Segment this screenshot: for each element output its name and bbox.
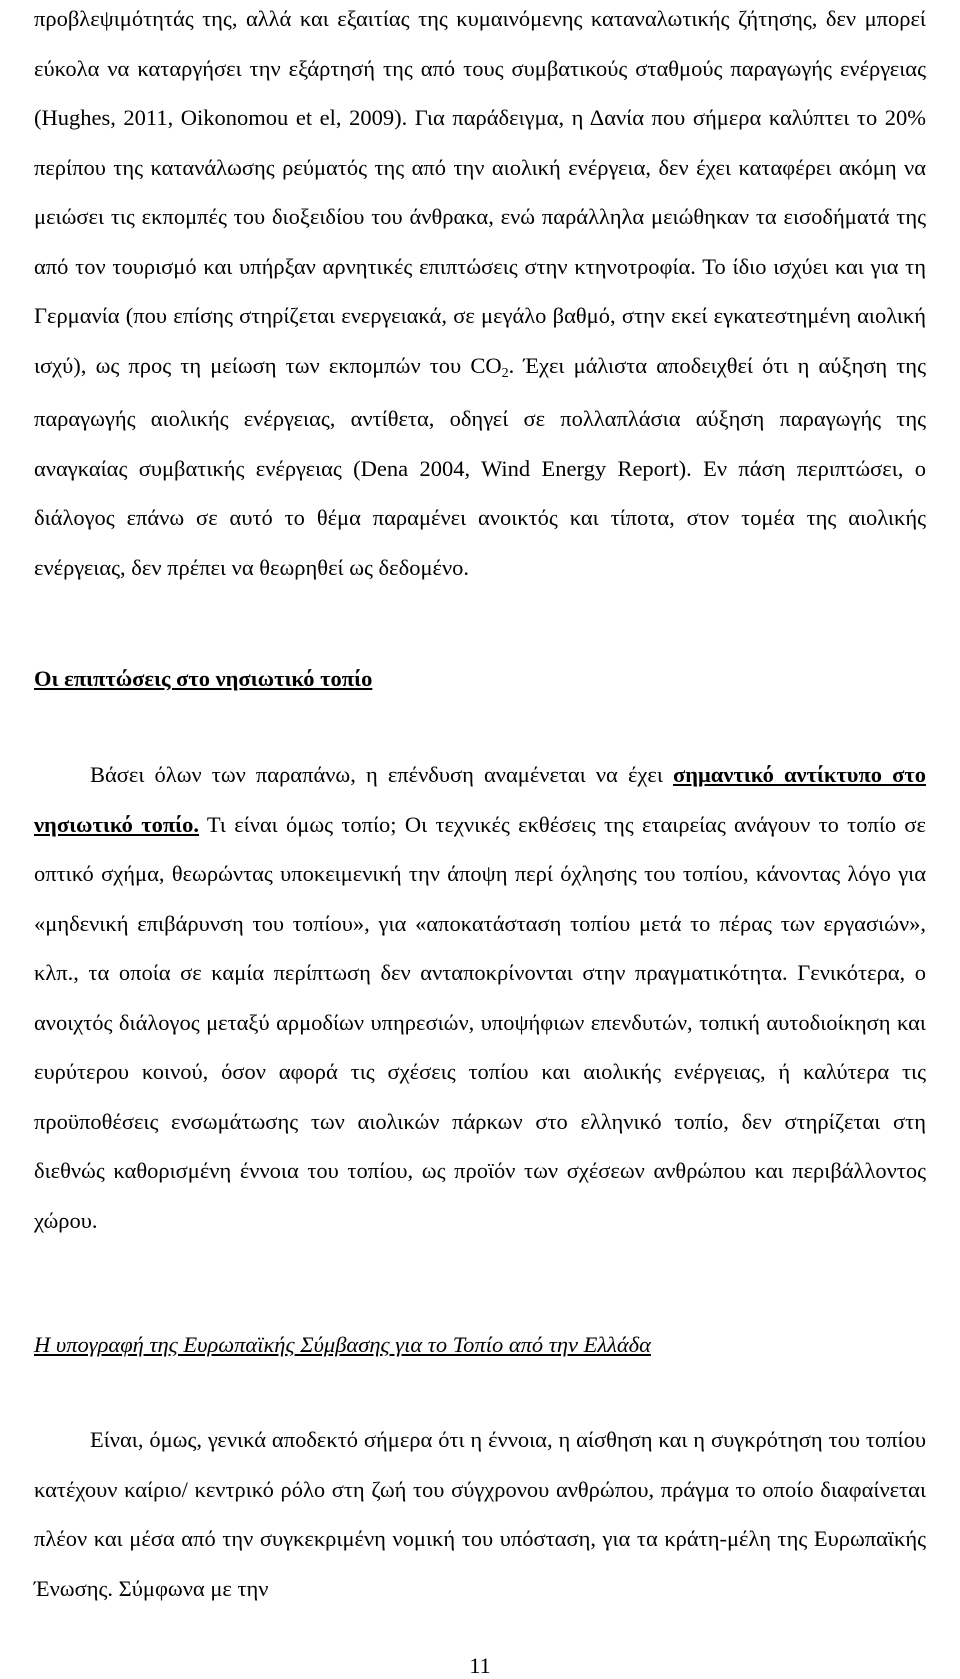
paragraph1-text-a: προβλεψιμότητάς της, αλλά και εξαιτίας της κυμαινόμενης καταναλωτικής ζήτησης, δεν μπορεί εύκολα να καταργήσει την εξάρτησή της από τους συμβατικούς σταθμούς παραγωγής ενέργειας (Hughes, 2011, Oikonomou et el, 2009). Για παράδειγμα, η Δανία που σήμερα καλύπτει το 20% περίπου της κατανάλωσης ρεύματός της από την αιολική ενέργεια, δεν έχει καταφέρει ακόμη να μειώσει τις εκπομπές του διοξειδίου του άνθρακα, ενώ παράλληλα μειώθηκαν τα εισοδήματά της από τον τουρισμό και υπήρξαν αρνητικές επιπτώσεις στην κτηνοτροφία. Το ίδιο ισχύει και για τη Γερμανία (που επίσης στηρίζεται ενεργειακά, σε μεγάλο βαθμό, στην εκεί εγκατεστημένη αιολική ισχύ), ως προς τη μείωση των εκπομπών του CO: [34, 6, 926, 378]
paragraph2-text-a: Βάσει όλων των παραπάνω, η επένδυση αναμένεται να έχει: [90, 762, 674, 787]
heading-european-convention: Η υπογραφή της Ευρωπαϊκής Σύμβασης για το Τοπίο από την Ελλάδα: [34, 1332, 651, 1357]
heading-island-landscape: Οι επιπτώσεις στο νησιωτικό τοπίο: [34, 666, 373, 691]
paragraph-landscape-impact: [34, 750, 926, 1245]
paragraph-landscape-concept: Είναι, όμως, γενικά αποδεκτό σήμερα ότι η έννοια, η αίσθηση και η συγκρότηση του τοπίου κατέχουν καίριο/ κεντρικό ρόλο στη ζωή του σύγχρονου ανθρώπου, πράγμα το οποίο διαφαίνεται πλέον και μέσα από την συγκεκριμένη νομική του υπόσταση, για τα κράτη-μέλη της Ευρωπαϊκής Ένωσης. Σύμφωνα με την: [34, 1427, 926, 1601]
paragraph-energy-dependence: [34, 0, 926, 592]
paragraph1-text-b: . Έχει μάλιστα αποδειχθεί ότι η αύξηση της παραγωγής αιολικής ενέργειας, αντίθετα, οδηγεί σε πολλαπλάσια αύξηση παραγωγής της αναγκαίας συμβατικής ενέργειας (Dena 2004, Wind Energy Report). Εν πάση περιπτώσει, ο διάλογος επάνω σε αυτό το θέμα παραμένει ανοικτός και τίποτα, στον τομέα της αιολικής ενέργειας, δεν πρέπει να θεωρηθεί ως δεδομένο.: [34, 352, 926, 580]
paragraph2-text-b: Τι είναι όμως τοπίο; Οι τεχνικές εκθέσεις της εταιρείας ανάγουν το τοπίο σε οπτικό σχήμα, θεωρώντας υποκειμενική την άποψη περί όχλησης του τοπίου, κάνοντας λόγο για «μηδενική επιβάρυνση του τοπίου», για «αποκατάσταση τοπίου μετά το πέρας των εργασιών», κλπ., τα οποία σε καμία περίπτωση δεν ανταποκρίνονται στην πραγματικότητα. Γενικότερα, ο ανοιχτός διάλογος μεταξύ αρμοδίων υπηρεσιών, υποψήφιων επενδυτών, τοπική αυτοδιοίκηση και ευρύτερου κοινού, όσον αφορά τις σχέσεις τοπίου και αιολικής ενέργειας, ή καλύτερα τις προϋποθέσεις ενσωμάτωσης των αιολικών πάρκων στο ελληνικό τοπίο, δεν στηρίζεται στη διεθνώς καθορισμένη έννοια του τοπίου, ως προϊόν των σχέσεων ανθρώπου και περιβάλλοντος χώρου.: [34, 811, 927, 1233]
page-number: 11: [469, 1653, 491, 1678]
paragraph2-emphasis: σημαντικό αντίκτυπο στο νησιωτικό τοπίο.: [34, 762, 926, 837]
co2-subscript: 2: [501, 365, 509, 381]
